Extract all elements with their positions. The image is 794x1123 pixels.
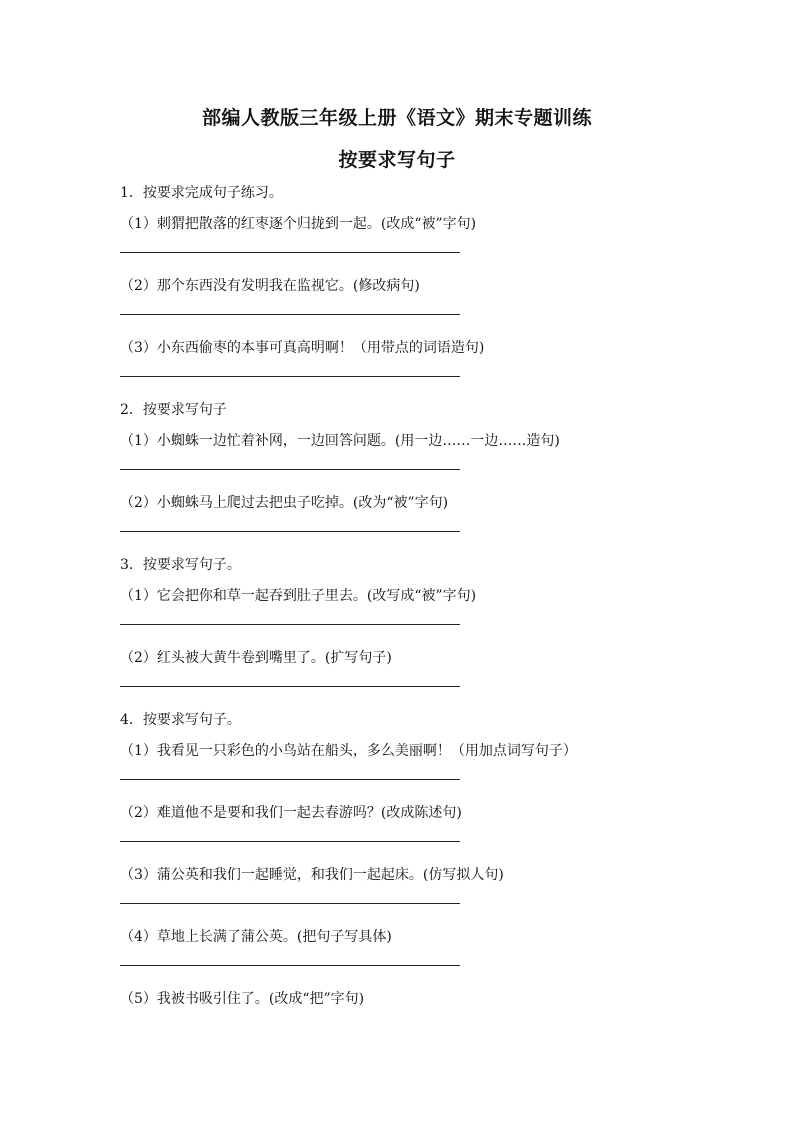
answer-line[interactable] [120,531,460,532]
question-item [120,585,720,625]
section-heading-2: 2．按要求写句子 [120,402,227,418]
answer-line[interactable] [120,624,460,625]
question-text: （2）那个东西没有发明我在监视它。(修改病句) [120,278,420,294]
answer-line[interactable] [120,686,460,687]
question-text: （1）刺猬把散落的红枣逐个归拢到一起。(改成“被”字句) [120,216,477,232]
question-item [120,213,720,253]
answer-line[interactable] [120,376,460,377]
question-text: （5）我被书吸引住了。(改成“把”字句) [120,991,365,1007]
page-title: 部编人教版三年级上册《语文》期末专题训练 [201,107,592,129]
question-item [120,430,720,470]
answer-line[interactable] [120,841,460,842]
question-text: （2）难道他不是要和我们一起去春游吗？(改成陈述句) [120,805,462,821]
question-text: （1）小蜘蛛一边忙着补网，一边回答问题。(用一边……一边……造句) [120,433,560,449]
answer-line[interactable] [120,965,460,966]
question-item [120,864,720,904]
question-item [120,926,720,966]
question-item [120,647,720,687]
section-heading-3: 3．按要求写句子。 [120,557,241,573]
section-heading-1: 1．按要求完成句子练习。 [120,185,283,201]
question-item [120,492,720,532]
answer-line[interactable] [120,779,460,780]
question-item [120,275,720,315]
question-item [120,988,720,1010]
question-section-1 [120,182,720,377]
question-text: （4）草地上长满了蒲公英。(把句子写具体) [120,929,392,945]
question-item [120,337,720,377]
question-text: （3）小东西偷枣的本事可真高明啊！（用带点的词语造句) [120,340,485,356]
question-text: （1）它会把你和草一起吞到肚子里去。(改写成“被”字句) [120,588,477,604]
question-item [120,802,720,842]
answer-line[interactable] [120,252,460,253]
answer-line[interactable] [120,469,460,470]
question-section-4 [120,709,720,1010]
question-section-3 [120,554,720,687]
page-subtitle: 按要求写句子 [338,149,456,171]
question-text: （2）红头被大黄牛卷到嘴里了。(扩写句子) [120,650,392,666]
worksheet-content [120,182,720,1010]
question-text: （1）我看见一只彩色的小鸟站在船头，多么美丽啊！（用加点词写句子） [120,743,577,759]
answer-line[interactable] [120,903,460,904]
answer-line[interactable] [120,314,460,315]
section-heading-4: 4．按要求写句子。 [120,712,241,728]
question-text: （2）小蜘蛛马上爬过去把虫子吃掉。(改为“被”字句) [120,495,449,511]
question-item [120,740,720,780]
question-section-2 [120,399,720,532]
question-text: （3）蒲公英和我们一起睡觉，和我们一起起床。(仿写拟人句) [120,867,504,883]
